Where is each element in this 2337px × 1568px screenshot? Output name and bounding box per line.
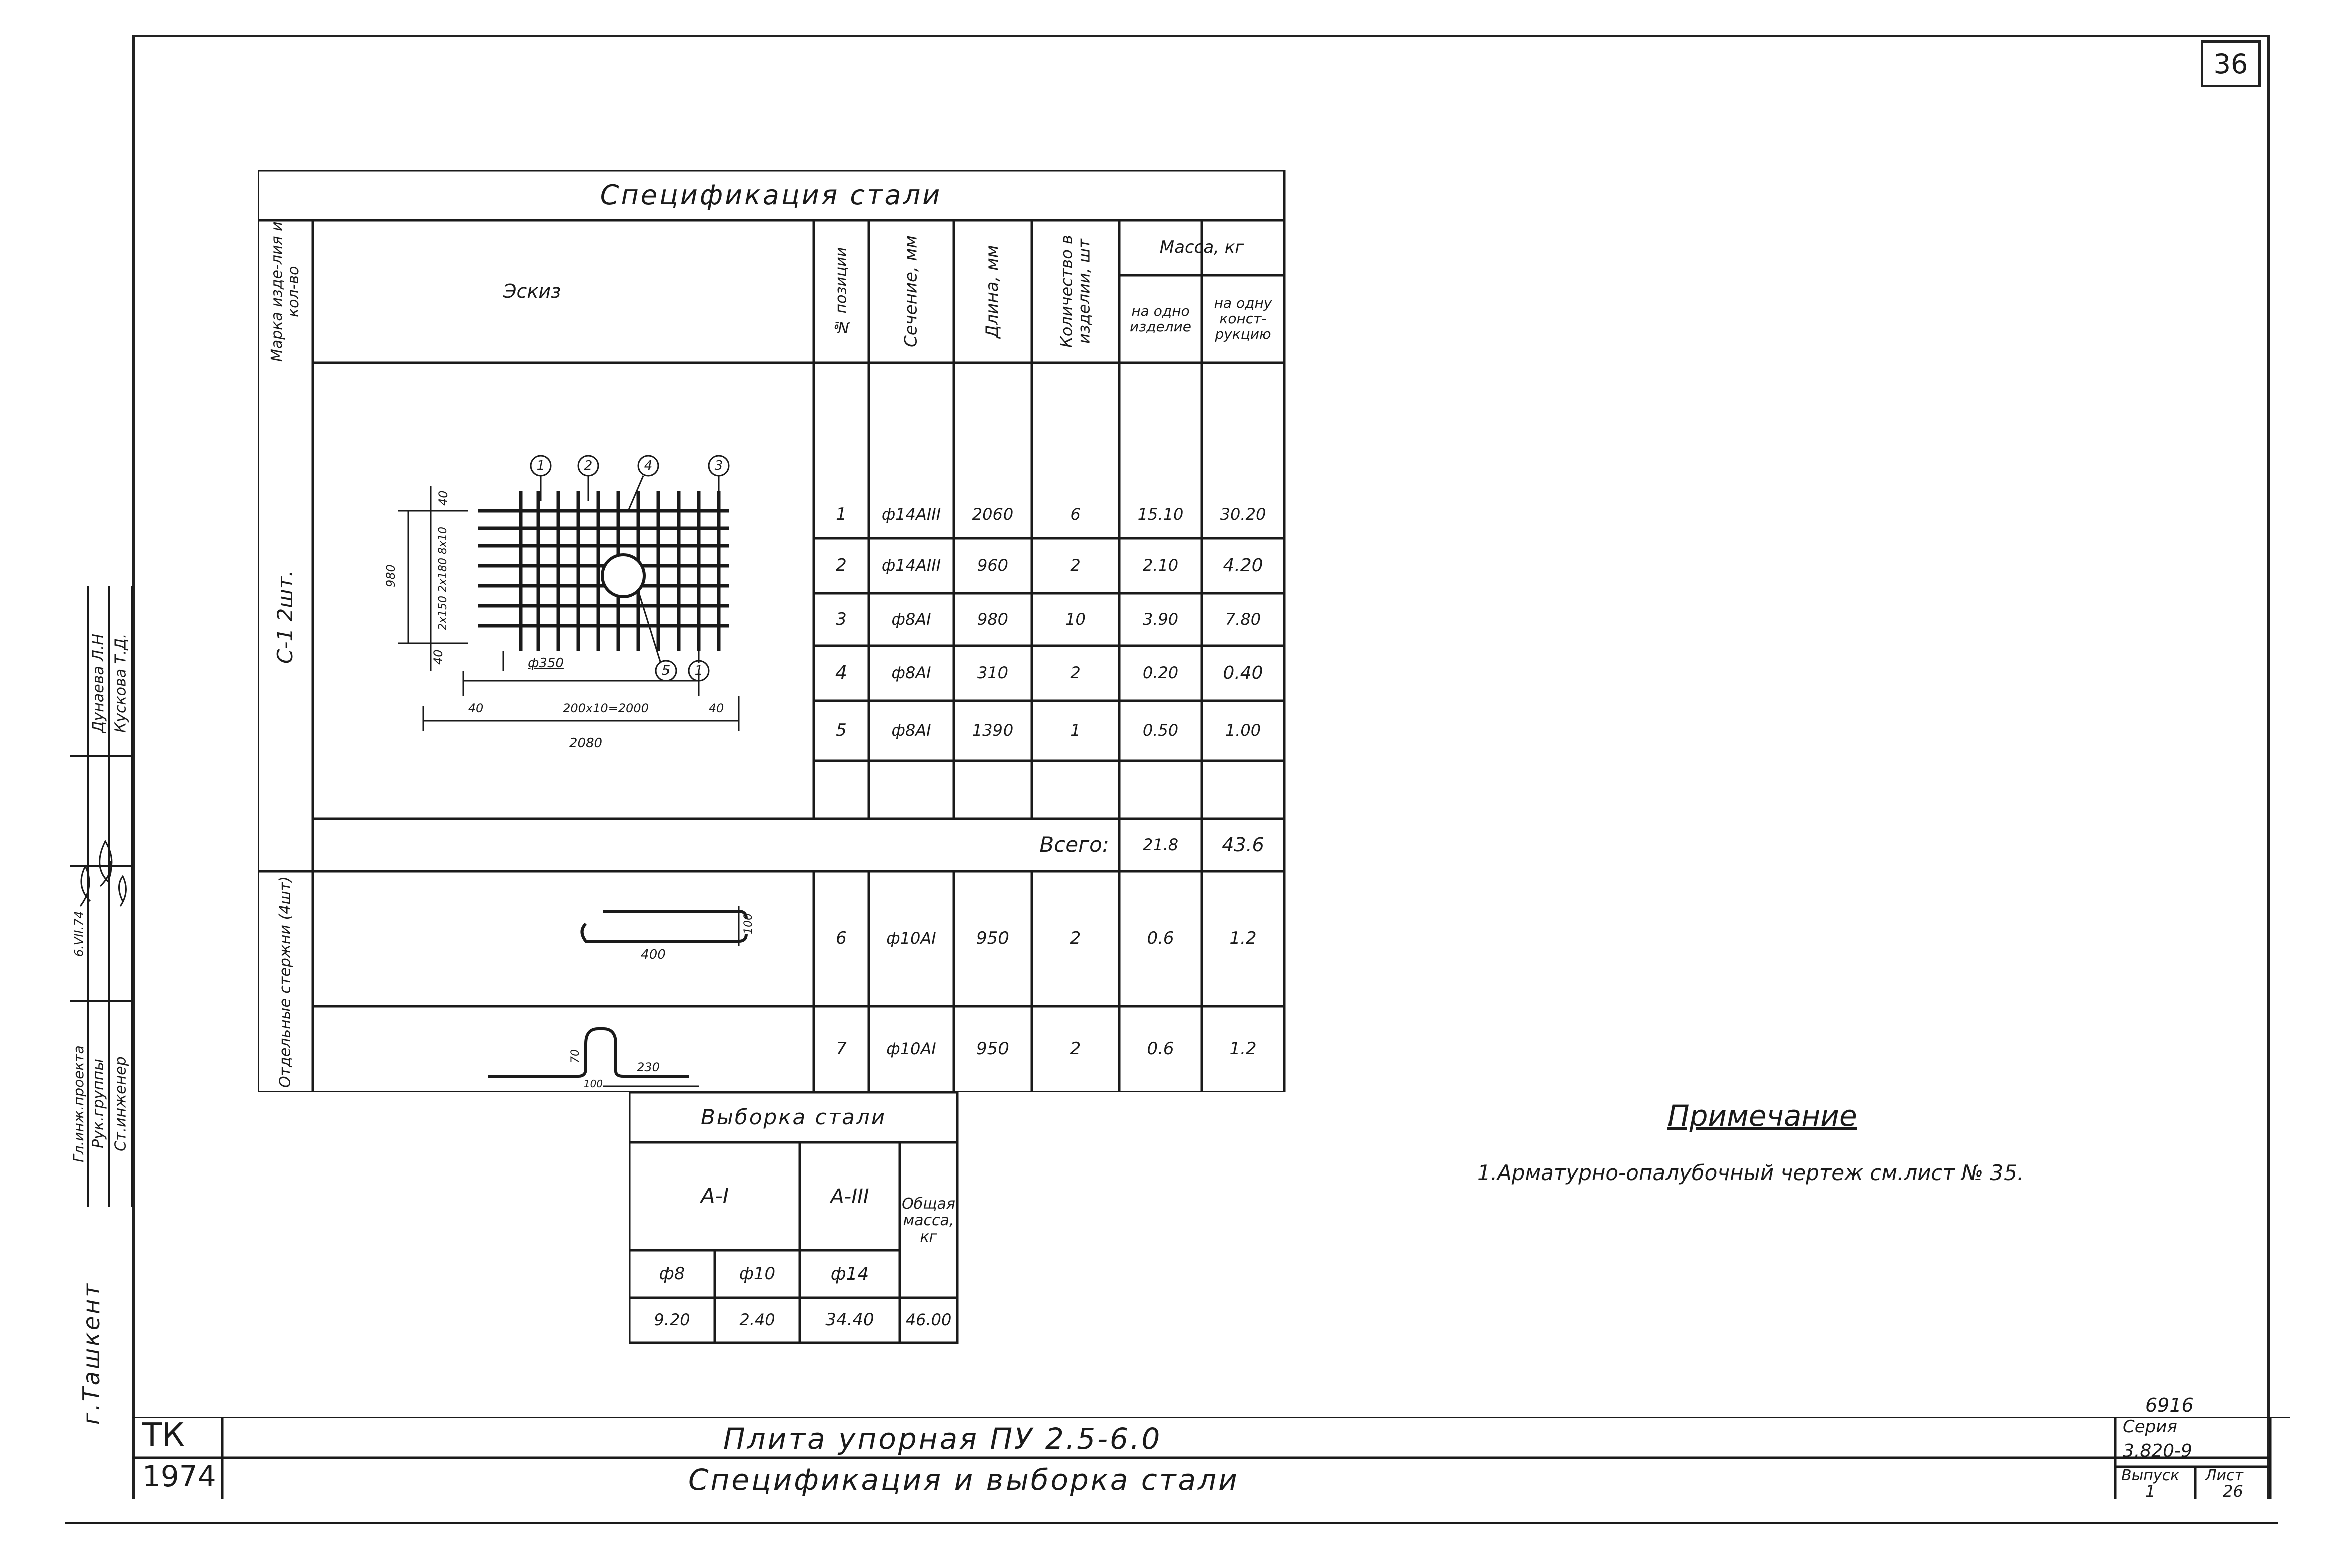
header-mark: Марка изде-лия и кол-во bbox=[268, 221, 302, 362]
callout-1: 1 bbox=[536, 458, 545, 473]
row5-count: 1 bbox=[1070, 721, 1081, 740]
row7-pos: 7 bbox=[836, 1039, 847, 1059]
row5-pos: 5 bbox=[836, 720, 847, 741]
stamp-name-3: Кускова Т.Д. bbox=[112, 633, 130, 733]
issue-label: Выпуск bbox=[2121, 1467, 2180, 1484]
series-label: Серия bbox=[2123, 1417, 2177, 1437]
row1-count: 6 bbox=[1070, 504, 1081, 524]
bottom-border bbox=[65, 1522, 2278, 1524]
row1-section: ф14АIII bbox=[881, 504, 941, 524]
title-block bbox=[132, 1394, 2290, 1501]
doc-code: 6916 bbox=[2145, 1394, 2194, 1416]
class-a1: А-I bbox=[700, 1184, 729, 1209]
row5-length: 1390 bbox=[972, 721, 1014, 740]
row6-length: 950 bbox=[976, 928, 1009, 949]
row4-length: 310 bbox=[977, 663, 1009, 683]
header-count: Количество в изделии, шт bbox=[1057, 235, 1094, 348]
title-line-1: Плита упорная ПУ 2.5-6.0 bbox=[723, 1422, 1162, 1456]
callout-2: 2 bbox=[584, 458, 593, 473]
header-position: № позиции bbox=[832, 247, 850, 336]
row7-section: ф10АI bbox=[886, 1039, 936, 1059]
header-mass-structure: на одну конст-рукцию bbox=[1214, 295, 1272, 342]
callout-5: 5 bbox=[661, 663, 671, 678]
row3-mass-item: 3.90 bbox=[1142, 609, 1179, 629]
selection-table bbox=[629, 1092, 967, 1348]
total-mass-header: Общая масса, кг bbox=[902, 1195, 955, 1246]
dim-100-bar7: 100 bbox=[583, 1078, 603, 1090]
row7-length: 950 bbox=[976, 1039, 1009, 1059]
row4-section: ф8АI bbox=[891, 663, 931, 683]
row2-pos: 2 bbox=[836, 555, 847, 576]
page-number: 36 bbox=[2201, 40, 2261, 87]
dim-40-top: 40 bbox=[436, 490, 450, 506]
dim-230: 230 bbox=[637, 1060, 660, 1075]
row3-pos: 3 bbox=[836, 609, 847, 629]
city-label: г.Ташкент bbox=[78, 1282, 105, 1425]
row6-section: ф10АI bbox=[886, 929, 936, 948]
callout-4: 4 bbox=[644, 458, 653, 473]
dim-980: 980 bbox=[383, 564, 398, 587]
note-text: 1.Арматурно-опалубочный чертеж см.лист № 35. bbox=[1477, 1160, 2024, 1185]
dim-2000: 200х10=2000 bbox=[563, 701, 649, 715]
dim-100-bar6: 100 bbox=[742, 913, 755, 934]
row4-pos: 4 bbox=[835, 662, 848, 684]
total-structure: 43.6 bbox=[1222, 833, 1264, 856]
dim-40-right: 40 bbox=[708, 701, 724, 715]
header-mass: Масса, кг bbox=[1159, 237, 1244, 258]
row3-mass-total: 7.80 bbox=[1225, 609, 1261, 629]
row1-mass-item: 15.10 bbox=[1137, 504, 1184, 524]
dim-40-left: 40 bbox=[468, 701, 484, 715]
year: 1974 bbox=[142, 1459, 216, 1493]
value-d8: 9.20 bbox=[654, 1310, 690, 1330]
row3-section: ф8АI bbox=[891, 609, 931, 629]
sheet-value: 26 bbox=[2223, 1482, 2243, 1501]
header-sketch: Эскиз bbox=[503, 280, 561, 302]
callout-1b: 1 bbox=[694, 663, 703, 678]
title-line-2: Спецификация и выборка стали bbox=[688, 1463, 1239, 1497]
header-section: Сечение, мм bbox=[901, 235, 921, 348]
spec-table-title: Спецификация стали bbox=[600, 179, 942, 211]
dim-spacing: 2х150 2х180 8х10 bbox=[436, 526, 449, 630]
row7-mass-item: 0.6 bbox=[1147, 1039, 1174, 1059]
hole-diameter: ф350 bbox=[528, 655, 564, 671]
row1-pos: 1 bbox=[836, 504, 847, 524]
row4-mass-item: 0.20 bbox=[1142, 663, 1179, 683]
row4-count: 2 bbox=[1070, 663, 1081, 683]
series-value: 3.820-9 bbox=[2123, 1441, 2192, 1461]
stamp-role-3: Ст.инженер bbox=[112, 1056, 130, 1151]
dim-70: 70 bbox=[569, 1049, 582, 1063]
total-label: Всего: bbox=[1039, 832, 1109, 857]
issue-value: 1 bbox=[2145, 1482, 2156, 1501]
org-code: ТК bbox=[142, 1417, 185, 1454]
dim-400: 400 bbox=[641, 947, 666, 963]
selection-title: Выборка стали bbox=[700, 1104, 887, 1129]
row2-mass-total: 4.20 bbox=[1223, 555, 1263, 576]
total-item: 21.8 bbox=[1142, 835, 1179, 854]
header-length: Длина, мм bbox=[982, 245, 1003, 338]
dim-2080: 2080 bbox=[569, 735, 603, 751]
stamp-name-2: Дунаева Л.Н bbox=[90, 634, 107, 733]
row5-section: ф8АI bbox=[891, 721, 931, 740]
stamp-date-1: 6.VII.74 bbox=[72, 911, 86, 957]
row7-mass-total: 1.2 bbox=[1229, 1039, 1257, 1059]
value-d10: 2.40 bbox=[739, 1310, 775, 1330]
stamp-role-2: Рук.группы bbox=[90, 1059, 107, 1149]
approval-stamp bbox=[70, 586, 134, 1207]
diam-14: ф14 bbox=[830, 1263, 869, 1284]
row5-mass-total: 1.00 bbox=[1225, 721, 1261, 740]
row2-length: 960 bbox=[977, 556, 1009, 575]
row2-mass-item: 2.10 bbox=[1142, 556, 1179, 575]
spec-table bbox=[258, 170, 1295, 1092]
row6-mass-item: 0.6 bbox=[1147, 928, 1174, 949]
row4-mass-total: 0.40 bbox=[1223, 663, 1263, 684]
group2-mark: Отдельные стержни (4шт) bbox=[276, 876, 294, 1088]
value-d14: 34.40 bbox=[825, 1310, 874, 1330]
diam-10: ф10 bbox=[739, 1263, 776, 1284]
dim-40-bottom: 40 bbox=[431, 649, 445, 665]
row3-count: 10 bbox=[1065, 609, 1086, 629]
row1-mass-total: 30.20 bbox=[1220, 504, 1266, 524]
note-title: Примечание bbox=[1667, 1099, 1857, 1133]
row2-section: ф14АIII bbox=[881, 556, 941, 575]
row2-count: 2 bbox=[1070, 556, 1081, 575]
callout-3: 3 bbox=[714, 458, 723, 473]
row3-length: 980 bbox=[977, 609, 1009, 629]
row5-mass-item: 0.50 bbox=[1142, 721, 1179, 740]
group1-mark: С-1 2шт. bbox=[272, 570, 297, 664]
stamp-role-1: Гл.инж.проекта bbox=[70, 1045, 87, 1162]
row1-length: 2060 bbox=[972, 504, 1014, 524]
row7-count: 2 bbox=[1070, 1039, 1081, 1059]
class-a3: А-III bbox=[830, 1185, 869, 1208]
row6-count: 2 bbox=[1070, 928, 1081, 949]
diam-8: ф8 bbox=[659, 1263, 685, 1284]
value-total: 46.00 bbox=[905, 1310, 952, 1330]
row6-mass-total: 1.2 bbox=[1229, 928, 1257, 949]
row6-pos: 6 bbox=[836, 928, 847, 949]
header-mass-item: на одно изделие bbox=[1130, 302, 1191, 335]
sheet-label: Лист bbox=[2205, 1467, 2244, 1484]
